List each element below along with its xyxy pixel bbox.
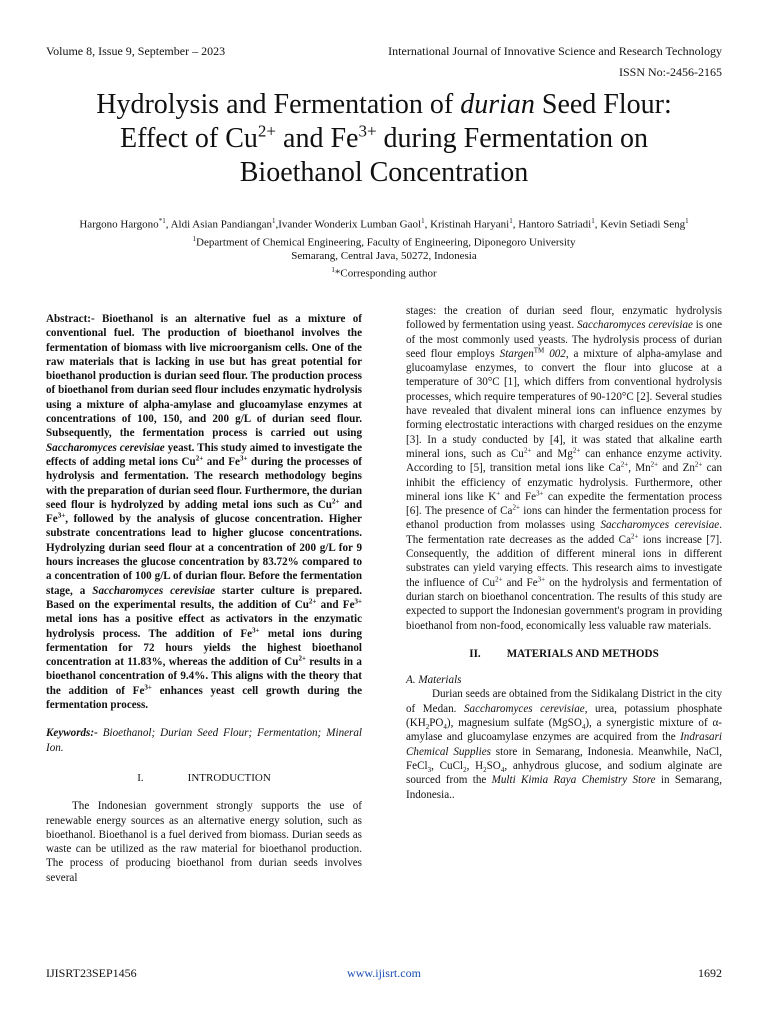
header-volume: Volume 8, Issue 9, September – 2023 xyxy=(46,44,226,58)
corresponding-sup: 1 xyxy=(331,266,335,275)
body-text: , CuCl xyxy=(431,759,464,772)
body-text: PO xyxy=(429,717,444,730)
address: Semarang, Central Java, 50272, Indonesia xyxy=(291,250,477,263)
body-text: , urea, potassium phosphate (KH xyxy=(406,702,723,730)
materials-paragraph xyxy=(406,687,722,801)
author-name: ,Ivander Wonderix Lumban Gaol xyxy=(275,218,422,231)
body-text: and Fe xyxy=(502,576,538,589)
body-text: can expedite the fermentation process [6]. The presence of Ca xyxy=(406,490,722,518)
title-italic: durian xyxy=(460,89,535,120)
body-text: ions can hinder the fermentation process for ethanol production from molasses using xyxy=(406,505,722,532)
body-sup: 3+ xyxy=(537,574,546,583)
body-italic: Indrasari Chemical Supplies xyxy=(406,731,722,758)
section-title: INTRODUCTION xyxy=(187,771,271,784)
body-sup: 2+ xyxy=(523,446,532,455)
body-text: ), magnesium sulfate (MgSO xyxy=(446,717,582,730)
abstract-text: results in a bioethanol concentration of 9.4%. This aligns with the theory that the addition of Fe xyxy=(46,656,362,697)
author-sup: 1 xyxy=(591,217,595,225)
abstract-sup: 2+ xyxy=(331,497,340,506)
body-italic: Saccharomyces cerevisiae xyxy=(600,519,720,532)
title-text: and Fe xyxy=(276,123,359,154)
abstract-text: starter culture is prepared. Based on the experimental results, the addition of Cu xyxy=(46,584,362,611)
body-text: can inhibit the efficiency of enzymatic hydrolysis. Furthermore, other mineral ions like K xyxy=(406,462,723,503)
body-sup: + xyxy=(496,489,501,498)
author-sup: 1 xyxy=(685,217,689,225)
body-text: store in Semarang, Indonesia. Meanwhile, NaCl, FeCl xyxy=(406,745,722,772)
corresponding-text: *Corresponding author xyxy=(334,267,437,280)
keywords xyxy=(46,726,362,755)
body-sup: 3+ xyxy=(536,489,544,498)
body-text: , Mn xyxy=(628,462,651,475)
abstract-text: Abstract:- Bioethanol is an alternative fuel as a mixture of conventional fuel. The production of bioethanol involves the fermentation of biomass with live microorganism cells. One of the raw materials that is lacking in use but has great potential for bioethanol production is durian seed flour. The production process of bioethanol from durian seed flour includes enzymatic hydrolysis using a mixture of alpha-amylase and glucoamylase enzymes at concentrations of 100, 150, and 200 g/L of durian seed flour. Subsequently, the fermentation process is carried out using xyxy=(46,313,362,440)
author-name: , Kristinah Haryani xyxy=(424,218,510,231)
body-text: ions increase [7]. Consequently, the addition of different mineral ions in different substrates can yield varying effects. This research aims to investigate the influence of Cu xyxy=(406,533,722,589)
author-block xyxy=(40,214,728,281)
section-title: MATERIALS AND METHODS xyxy=(506,647,659,660)
body-sub: 4 xyxy=(500,766,505,775)
title-text: Effect of Cu xyxy=(120,123,258,154)
body-sup: 2+ xyxy=(495,574,503,583)
body-sup: 2+ xyxy=(631,532,639,541)
abstract-sup: 3+ xyxy=(239,454,248,463)
abstract-sup: 3+ xyxy=(57,511,66,520)
header-issn: ISSN No:-2456-2165 xyxy=(618,65,722,79)
right-column xyxy=(406,304,722,802)
affiliation-sup: 1 xyxy=(192,234,197,243)
body-sub: 4 xyxy=(443,723,447,732)
body-text: and Mg xyxy=(531,447,573,460)
author-sup: 1 xyxy=(272,217,276,225)
intro-paragraph: The Indonesian government strongly supports the use of renewable energy sources as an alternative energy solution, such as bioethanol. Bioethanol is a fuel derived from biomass. Durian seeds as waste can be utilized as the raw material for bioethanol production. The process of producing bioethanol from durian seeds involves several xyxy=(46,800,362,884)
body-italic: Stargen xyxy=(499,347,534,360)
section-heading-methods xyxy=(406,647,722,661)
author-name: , Kevin Setiadi Seng xyxy=(594,218,686,231)
body-sub: 3 xyxy=(427,766,432,775)
body-italic: 002 xyxy=(544,347,566,360)
body-sup: 2+ xyxy=(572,446,581,455)
abstract-text: metal ions during fermentation for 72 hours yields the highest bioethanol concentration at 11.83%, whereas the addition of Cu xyxy=(46,627,362,669)
title-sup: 3+ xyxy=(358,121,377,141)
body-text: in Semarang, Indonesia.. xyxy=(406,774,722,801)
left-column xyxy=(46,312,362,885)
intro-continuation xyxy=(406,304,722,633)
body-sub: 2 xyxy=(463,766,467,775)
body-text: on the hydrolysis and fermentation of durian starch on bioethanol concentration. The results of this study are expected to support the Indonesian government's program in providing bioethanol from non-food, economically less valuable raw materials. xyxy=(406,576,722,632)
abstract-text: enhances yeast cell growth during the fermentation process. xyxy=(46,684,363,712)
author-name: , Aldi Asian Pandiangan xyxy=(165,218,273,231)
author-sup: 1 xyxy=(421,217,425,225)
author-list xyxy=(40,214,728,232)
title-text: Seed Flour: xyxy=(534,89,672,120)
abstract-sup: 2+ xyxy=(308,597,317,606)
abstract-sup: 3+ xyxy=(354,597,363,606)
paper-title xyxy=(40,88,728,190)
body-sup: 2+ xyxy=(694,460,703,469)
affiliation-text: Department of Chemical Engineering, Faculty of Engineering, Diponegoro University xyxy=(196,236,576,249)
body-italic: Saccharomyces cerevisiae xyxy=(463,702,585,715)
subsection-heading-materials: A. Materials xyxy=(406,674,462,687)
abstract-text: and Fe xyxy=(316,598,355,611)
body-text: SO xyxy=(486,759,501,772)
abstract-text: and Fe xyxy=(203,455,240,468)
body-text: ), a synergistic mixture of α-amylase and glucoamylase enzymes are acquired from the xyxy=(406,717,722,744)
body-text: , anhydrous glucose, and sodium alginate are sourced from the xyxy=(406,759,722,787)
affiliation xyxy=(40,232,728,250)
footer-paper-id: IJISRT23SEP1456 xyxy=(46,966,137,980)
body-text: can enhance enzyme activity. According to [5], transition metal ions like Ca xyxy=(406,447,722,475)
section-number: I. xyxy=(137,771,144,784)
body-text: , a mixture of alpha-amylase and glucoamylase enzymes, to convert the flour into glucose at a temperature of 30°C [1], which differs from conventional hydrolysis processes, which require temperatures of 90-120°C [2]. Several studies have revealed that divalent mineral ions can influence enzymes by forming electrostatic interactions with charged residues on the enzyme [3]. In a study conducted by [4], it was stated that alkaline earth mineral ions, such as Cu xyxy=(406,347,722,460)
body-sub: 4 xyxy=(581,723,586,732)
footer-url-link[interactable]: www.ijisrt.com xyxy=(347,966,421,980)
abstract-text: metal ions has a positive effect as activators in the enzymatic hydrolysis process. The addition of Fe xyxy=(46,613,362,640)
abstract xyxy=(46,312,362,712)
body-text: , H xyxy=(466,759,484,772)
body-text: . The fermentation rate decreases as the added Ca xyxy=(406,519,722,546)
abstract-text: during the processes of hydrolysis and fermentation. The research methodology begins with the preparation of durian seed flour. Furthermore, the durian seed flour is hydrolyzed by adding metal ions such as Cu xyxy=(46,455,362,511)
abstract-italic: Saccharomyces cerevisiae xyxy=(46,441,165,454)
section-number: II. xyxy=(469,647,481,660)
title-text: Bioethanol Concentration xyxy=(239,157,529,188)
keywords-text: Bioethanol; Durian Seed Flour; Fermentation; Mineral Ion. xyxy=(46,727,362,754)
body-sup: TM xyxy=(533,346,545,355)
author-name: Hargono Hargono xyxy=(79,218,159,231)
body-text: Durian seeds are obtained from the Sidikalang District in the city of Medan. xyxy=(406,688,722,715)
keywords-label: Keywords:- xyxy=(46,727,98,740)
title-text: during Fermentation on xyxy=(376,123,648,154)
abstract-sup: 3+ xyxy=(144,683,152,692)
author-name: , Hantoro Satriadi xyxy=(512,218,592,231)
header-journal-name: International Journal of Innovative Science and Research Technology xyxy=(388,44,722,58)
abstract-text: yeast. This study aimed to investigate the effects of adding metal ions Cu xyxy=(46,441,363,468)
title-text: Hydrolysis and Fermentation of xyxy=(96,89,461,120)
body-sub: 2 xyxy=(483,766,487,775)
abstract-text: and Fe xyxy=(46,498,362,526)
author-sup: *1 xyxy=(158,217,166,225)
footer-page-number: 1692 xyxy=(698,966,722,980)
body-text: is one of the most commonly used yeasts. The hydrolysis process of durian seed flour employs xyxy=(406,319,722,360)
body-text: and Fe xyxy=(500,490,537,503)
body-italic: Multi Kimia Raya Chemistry Store xyxy=(491,774,656,787)
body-sup: 2+ xyxy=(620,460,629,469)
abstract-sup: 3+ xyxy=(252,625,260,634)
body-italic: Saccharomyces cerevisiae xyxy=(576,319,693,332)
body-text: and Zn xyxy=(658,462,695,475)
abstract-italic: Saccharomyces cerevisiae xyxy=(92,584,216,597)
corresponding-author xyxy=(40,263,728,281)
body-sub: 2 xyxy=(425,723,430,732)
abstract-text: , followed by the analysis of glucose concentration. Higher substrate concentrations lead to higher glucose concentrations. Hydrolyzing durian seed flour at a concentration of 200 g/L for 9 hours increases the glucose concentration by 83.72% compared to a concentration of 100 g/L of durian flour. Before the fermentation stage, a xyxy=(46,513,362,597)
abstract-sup: 2+ xyxy=(298,654,306,663)
body-sup: 2+ xyxy=(650,460,659,469)
author-sup: 1 xyxy=(509,217,513,225)
title-sup: 2+ xyxy=(257,121,277,141)
abstract-sup: 2+ xyxy=(195,454,204,463)
body-text: stages: the creation of durian seed flour, enzymatic hydrolysis followed by fermentation using yeast. xyxy=(406,305,722,332)
body-sup: 2+ xyxy=(512,503,520,512)
section-heading-introduction xyxy=(46,771,362,785)
